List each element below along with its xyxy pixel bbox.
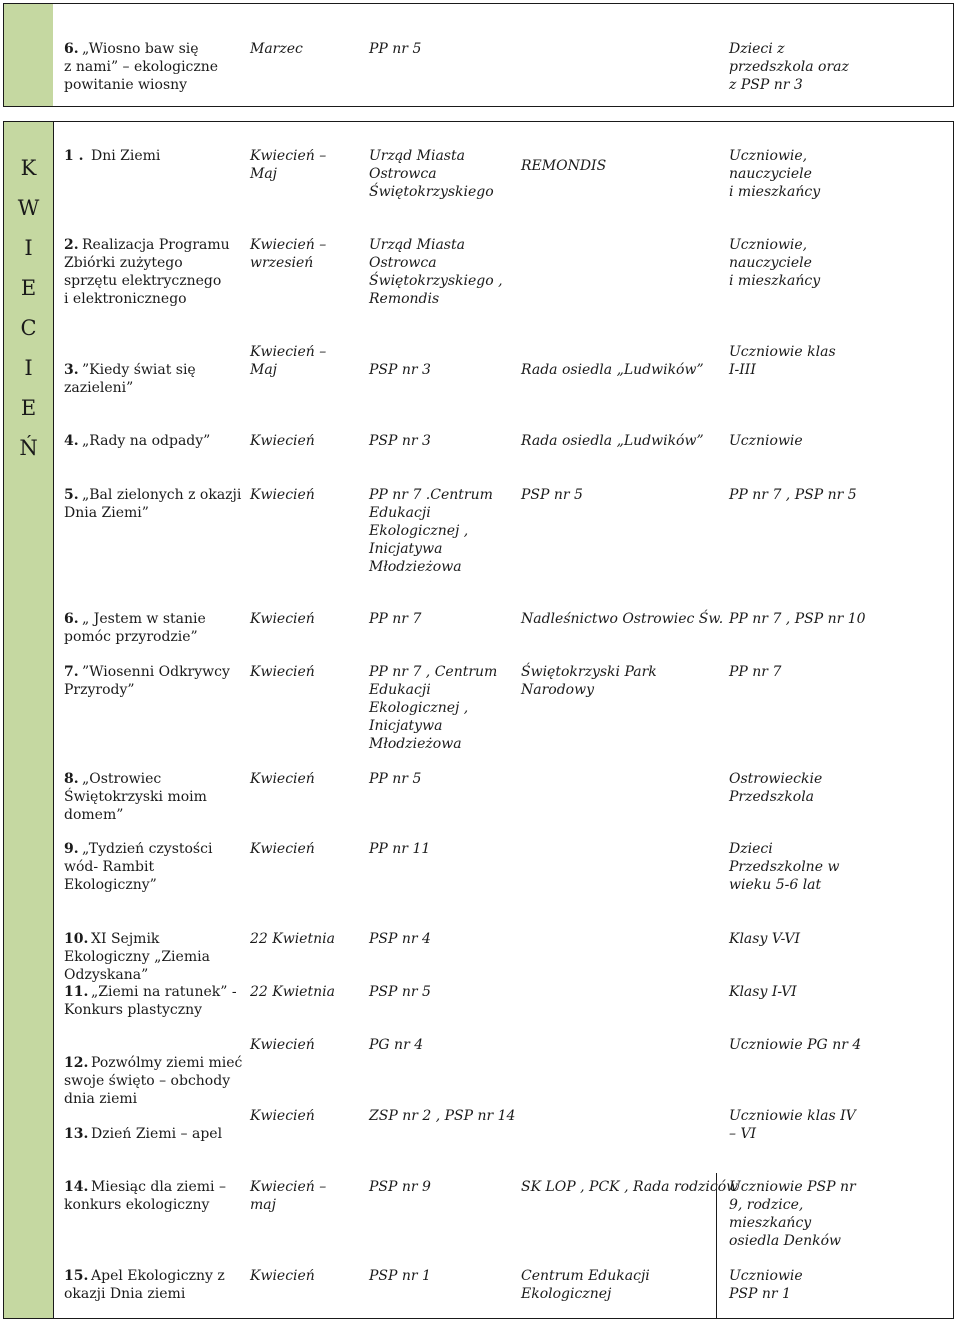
row-date: Kwiecień – [250,1179,327,1195]
row-participants: PSP nr 1 [729,1286,791,1302]
row-participants: I-III [729,362,756,378]
row-number: 14. [64,1179,89,1195]
row-participants: wieku 5-6 lat [729,877,822,893]
row-title: Dzień Ziemi – apel [91,1126,223,1142]
row-title: z nami” – ekologiczne [64,59,219,75]
row-date: Kwiecień [250,664,315,680]
row-organizer: Ostrowca [369,255,437,271]
row-number: 8. [64,771,79,787]
row-partner: PSP nr 5 [521,487,583,503]
row-participants: Klasy V-VI [729,931,801,947]
row-date: Kwiecień – [250,344,327,360]
row-date: Marzec [250,41,303,57]
row-number: 10. [64,931,89,947]
row-date: Kwiecień [250,611,315,627]
border-line [3,121,4,1319]
border-line [953,121,954,1319]
row-title: Ekologiczny „Ziemia [64,949,210,965]
row-title: ”Kiedy świat się [82,362,196,378]
row-title: swoje święto – obchody [64,1073,231,1089]
row-title: „Wiosno baw się [82,41,199,57]
row-organizer: Świętokrzyskiego , [369,273,503,289]
border-line [953,3,954,107]
row-number: 6. [64,41,79,57]
row-number: 11. [64,984,89,1000]
row-date: Kwiecień [250,1108,315,1124]
row-title: ”Wiosenni Odkrywcy [82,664,230,680]
row-title: okazji Dnia ziemi [64,1286,186,1302]
row-number: 5. [64,487,79,503]
row-participants: Dzieci [729,841,773,857]
border-line [3,3,953,4]
row-participants: Przedszkola [729,789,815,805]
row-organizer: Remondis [369,291,440,307]
row-title: „Ziemi na ratunek” - [91,984,237,1000]
row-date: 22 Kwietnia [250,931,335,947]
row-organizer: PSP nr 9 [369,1179,431,1195]
row-date: Kwiecień [250,487,315,503]
row-organizer: ZSP nr 2 , PSP nr 14 [369,1108,516,1124]
border-line [3,1318,953,1319]
row-title: Apel Ekologiczny z [91,1268,225,1284]
row-organizer: PSP nr 3 [369,433,431,449]
row-organizer: PP nr 5 [369,41,422,57]
row-organizer: PSP nr 1 [369,1268,431,1284]
row-date: maj [250,1197,276,1213]
month-letter: E [20,276,37,300]
row-participants: Uczniowie klas IV [729,1108,856,1124]
row-date: wrzesień [250,255,314,271]
row-organizer: PP nr 5 [369,771,422,787]
border-line [53,121,54,1319]
row-organizer: PSP nr 4 [369,931,431,947]
row-organizer: PP nr 11 [369,841,431,857]
row-date: Maj [250,362,278,378]
row-title: Odzyskana” [64,967,149,983]
row-participants: Dzieci z [729,41,785,57]
row-participants: Uczniowie, [729,148,808,164]
row-organizer: Młodzieżowa [369,559,462,575]
row-number: 2. [64,237,79,253]
row-date: Kwiecień – [250,237,327,253]
row-participants: Uczniowie [729,433,803,449]
row-title: wód- Rambit [64,859,155,875]
row-participants: Uczniowie PSP nr [729,1179,856,1195]
row-organizer: Ekologicznej , [369,700,469,716]
month-letter: Ń [19,436,38,460]
row-title: Dnia Ziemi” [64,505,149,521]
row-title: Miesiąc dla ziemi – [91,1179,226,1195]
row-date: Kwiecień [250,433,315,449]
row-participants: PP nr 7 , PSP nr 10 [729,611,866,627]
row-title: i elektronicznego [64,291,187,307]
row-partner: REMONDIS [521,158,607,174]
row-title: Zbiórki zużytego [64,255,183,271]
row-title: pomóc przyrodzie” [64,629,198,645]
row-organizer: PP nr 7 [369,611,422,627]
row-participants: przedszkola oraz [729,59,849,75]
row-participants: mieszkańcy [729,1215,812,1231]
row-organizer: PP nr 7 .Centrum [369,487,493,503]
border-line [3,3,4,107]
row-partner: Nadleśnictwo Ostrowiec Św. [521,611,724,627]
row-organizer: Świętokrzyskiego [369,184,494,200]
month-letter: C [20,316,37,340]
row-date: Maj [250,166,278,182]
row-organizer: Inicjatywa [369,718,443,734]
row-number: 9. [64,841,79,857]
row-participants: PP nr 7 , PSP nr 5 [729,487,857,503]
row-partner: Ekologicznej [521,1286,612,1302]
row-organizer: PG nr 4 [369,1037,424,1053]
row-number: 15. [64,1268,89,1284]
row-title: Przyrody” [64,682,135,698]
row-participants: PP nr 7 [729,664,782,680]
row-organizer: PSP nr 5 [369,984,431,1000]
row-title: „Bal zielonych z okazji [82,487,242,503]
row-title: Realizacja Programu [82,237,230,253]
row-organizer: Ostrowca [369,166,437,182]
row-number: 6. [64,611,79,627]
row-organizer: Edukacji [369,505,431,521]
row-organizer: Młodzieżowa [369,736,462,752]
row-participants: i mieszkańcy [729,184,821,200]
row-participants: Klasy I-VI [729,984,797,1000]
row-title: dnia ziemi [64,1091,138,1107]
row-participants: Uczniowie PG nr 4 [729,1037,862,1053]
row-number: 13. [64,1126,89,1142]
row-title: Konkurs plastyczny [64,1002,203,1018]
row-number: 7. [64,664,79,680]
row-title: powitanie wiosny [64,77,188,93]
row-participants: 9, rodzice, [729,1197,804,1213]
row-participants: Przedszkolne w [729,859,840,875]
row-title: Dni Ziemi [91,148,161,164]
month-letter: E [20,396,37,420]
month-letter: W [17,196,40,220]
row-partner: Rada osiedla „Ludwików” [521,362,704,378]
row-participants: Uczniowie klas [729,344,836,360]
row-partner: Świętokrzyski Park [521,664,657,680]
row-title: „Tydzień czystości [82,841,213,857]
row-organizer: Edukacji [369,682,431,698]
row-title: konkurs ekologiczny [64,1197,210,1213]
row-partner: SK LOP , PCK , Rada rodziców [521,1179,739,1195]
row-participants: z PSP nr 3 [729,77,803,93]
row-date: Kwiecień [250,1268,315,1284]
border-line [3,121,953,122]
row-date: Kwiecień [250,771,315,787]
row-organizer: Inicjatywa [369,541,443,557]
row-date: Kwiecień [250,1037,315,1053]
month-column-top [4,4,53,106]
row-number: 12. [64,1055,89,1071]
row-date: 22 Kwietnia [250,984,335,1000]
row-organizer: PSP nr 3 [369,362,431,378]
border-line [716,1263,717,1318]
month-letter: K [20,156,37,180]
row-participants: Uczniowie [729,1268,803,1284]
row-date: Kwiecień – [250,148,327,164]
row-title: Świętokrzyski moim [64,789,207,805]
row-title: domem” [64,807,124,823]
row-partner: Centrum Edukacji [521,1268,650,1284]
row-organizer: Ekologicznej , [369,523,469,539]
row-title: sprzętu elektrycznego [64,273,222,289]
row-title: XI Sejmik [91,931,160,947]
row-partner: Narodowy [521,682,595,698]
row-partner: Rada osiedla „Ludwików” [521,433,704,449]
month-letter: I [24,236,33,260]
row-organizer: Urząd Miasta [369,148,465,164]
row-title: Ekologiczny” [64,877,157,893]
row-title: zazieleni” [64,380,134,396]
row-participants: nauczyciele [729,255,812,271]
row-number: 3. [64,362,79,378]
row-date: Kwiecień [250,841,315,857]
row-organizer: PP nr 7 , Centrum [369,664,498,680]
month-column [4,122,53,1318]
row-participants: Uczniowie, [729,237,808,253]
row-title: „Rady na odpady” [82,433,211,449]
border-line [3,106,953,107]
row-participants: osiedla Denków [729,1233,842,1249]
row-participants: Ostrowieckie [729,771,823,787]
month-letter: I [24,356,33,380]
row-title: „ Jestem w stanie [82,611,206,627]
row-participants: – VI [729,1126,757,1142]
row-participants: nauczyciele [729,166,812,182]
row-number: 1 . [64,148,84,164]
row-title: Pozwólmy ziemi mieć [91,1055,243,1071]
row-organizer: Urząd Miasta [369,237,465,253]
row-title: „Ostrowiec [82,771,162,787]
row-number: 4. [64,433,79,449]
row-participants: i mieszkańcy [729,273,821,289]
